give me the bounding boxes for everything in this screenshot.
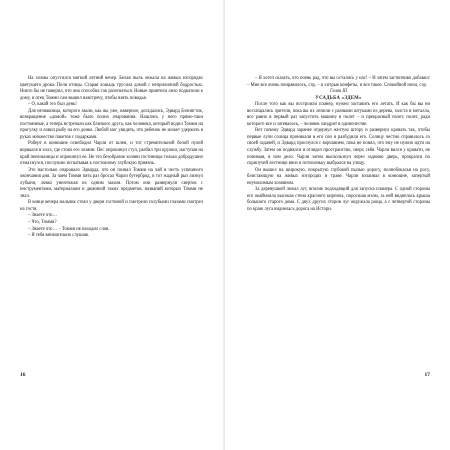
paragraph: После того как вы построили планер, нужно заставить его летать. И как бы вы ни восхищались зрителя, пока вы их лепили с разными штуками из дерева, холста и металла, все равно в первый раз запустить машину в полет – и прекрасный полет, полет, ради которого все и затевалось, – человек хандрит в одиночестве.: [247, 102, 430, 127]
paragraph: – О, какой это был день!: [28, 102, 77, 108]
paragraph: – Что, Томми?: [28, 220, 57, 226]
chapter-title: УСАДЬБА «ЭДЕМ»: [315, 95, 362, 101]
left-page-text: [20, 76, 203, 240]
paragraph: – Я тебя внимательно слушаю.: [28, 233, 90, 239]
right-page-text: [247, 76, 430, 213]
page-number-left: 16: [20, 372, 26, 378]
paragraph: Он вышел на широкую, покрытую глубокой пылью дорогу, полнобокасья на росу, блистающую на живых изгородях и траве. Чарли взлаивал в конюшне, запертый неумолимым хозяином.: [247, 167, 430, 186]
chapter-label: Глава III: [329, 89, 348, 95]
paragraph: Вот почему Эдвард заранее отдернул желтую штору и развернул кровать так, чтобы первые лучи солнца проникали в его сон и разбудили его. Солнцу честно справилось со своей задачей, и Эдвард проснулся с ворчанием, пока не понял, что ему не нужно идти на службу. Затем он поднялся и оглядел пространство, сверх себя. Чарли вился у кровати, не понимая, в чем дело. Чарли затем выскользнул через заднюю дверь, прокрался по скрипучей лестнице вниз и потихоньку выбрался на улицу.: [247, 128, 430, 167]
paragraph: – Знаете что… – Томми не находил слов.: [28, 226, 110, 232]
page-number-right: 17: [424, 372, 430, 378]
paragraph: Это настолько очаровало Эдварда, что он позвал Томми на чай в честь успешного окончания дня. За чаем Томми пять раз бросал Чарли бутерброд, и тот жадный рыз лизнул лубыни, ловко уничтожая их одним махом. Потом они развернули сверток с инструментами, материалами и дюжиной таких предметов, названий которых Томми не знал.: [20, 167, 203, 199]
paragraph: – Знаете что…: [28, 213, 58, 219]
paragraph: – Я хотел сказать, что очень рад, что вы остались у нас! – И затем застенчиво добавил: – Мне все очень понравилось, сэр, – и хитрые конфеты, и все такое. Спокойной ночи, сэр.: [247, 76, 430, 88]
right-page: [225, 0, 450, 450]
paragraph: Роберт в конюшне освободил Чарли от шлеи, и тот стремительной белой пулей ворвался в холл, где стоял его хозяин. Пес опрокинул стул, разбил три кружки, наступая на край пепельницы и опрокинул ее. Не это безобразие хозяин гостиницы только добродушно отмахнулся, послушно испытывая к постоялому глубокую приязнь.: [20, 141, 203, 167]
paragraph: Для незнакомца, которого звали, как вы уже, наверное, догадались, Эдвард Бэлингток, возвращение «домой» тоже было полно очарования. Нашлись у него прямо-таки постоянные, а теперь встречали как близкого друга, как человека, который водил Томми на прогулку и ловил рыбу на его донке. Любой мог увидеть, что ребенок не может удержать в руках множество пакетов с подарками.: [20, 108, 203, 140]
paragraph: За деревушкой лежал луг, вполне подходящий для запуска планера. С одной стороны его окаймляла высокая стена красного кирпича, поросшая мхом, за ней виднелась крыша большого старого дома. С двух других сторон луг окружала роща, а с четвертой стороны по краю луга виднелась дорога на Исторн.: [247, 187, 430, 212]
paragraph: В конце вечера мальчик стоял у двери гостиной и смотрели голубыми глазами смотрел на гостя.: [20, 200, 203, 212]
paragraph: На холмы опустился мягкий летний вечер. Белая пыль лежала на живых изгородях цветущего дрока. Пели птицы. Старая лошадь трусила домой с неприличной бодростью. Никто бы не поверил, что она способна так разогнаться. Новые приятели лихо подкатили к дому, и отец Томми сам вышел навстречу, чтобы взять поводья.: [20, 76, 203, 101]
